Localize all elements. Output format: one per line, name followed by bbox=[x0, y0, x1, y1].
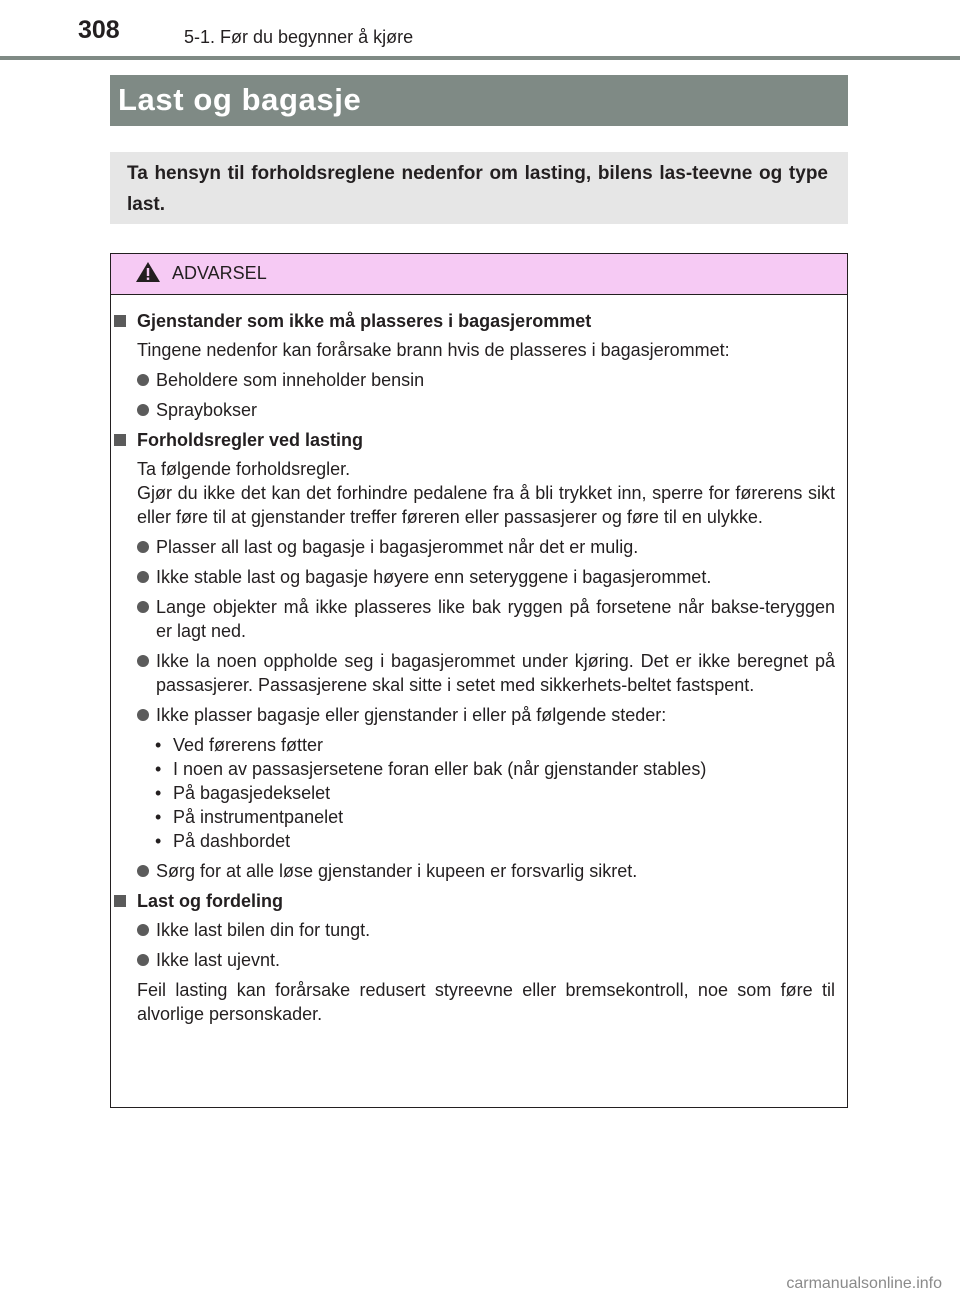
bullet-item: Ikke plasser bagasje eller gjenstander i eller på følgende steder: bbox=[111, 703, 835, 727]
section-title-bar bbox=[110, 75, 848, 126]
warning-triangle-icon bbox=[135, 261, 161, 283]
warning-header bbox=[111, 254, 847, 295]
warning-body bbox=[111, 295, 847, 1026]
intro-box: Ta hensyn til forholdsreglene nedenfor om lasting, bilens las-teevne og type last. bbox=[110, 152, 848, 224]
square-bullet-icon bbox=[114, 895, 126, 907]
header-rule bbox=[0, 56, 960, 60]
warning-box bbox=[110, 253, 848, 1108]
round-bullet-icon bbox=[137, 655, 149, 667]
warning-label: ADVARSEL bbox=[172, 263, 267, 283]
round-bullet-icon bbox=[137, 541, 149, 553]
paragraph: Ta følgende forholdsregler. bbox=[137, 459, 351, 479]
bullet-item: Ikke last ujevnt. bbox=[111, 948, 835, 972]
square-bullet-icon bbox=[114, 315, 126, 327]
round-bullet-icon bbox=[137, 404, 149, 416]
round-bullet-icon bbox=[137, 601, 149, 613]
bullet-item: Ikke last bilen din for tungt. bbox=[111, 918, 835, 942]
bullet-item: Plasser all last og bagasje i bagasjerommet når det er mulig. bbox=[111, 535, 835, 559]
section-heading: Last og fordeling bbox=[111, 889, 835, 913]
sub-item: • På dashbordet bbox=[111, 829, 835, 853]
bullet-item: Ikke la noen oppholde seg i bagasjerommet under kjøring. Det er ikke beregnet på passasjerer. Passasjerene skal sitte i setet med sikkerhets-beltet fastspent. bbox=[111, 649, 835, 697]
round-bullet-icon bbox=[137, 954, 149, 966]
section-heading: Gjenstander som ikke må plasseres i bagasjerommet bbox=[111, 309, 835, 333]
paragraph: Gjør du ikke det kan det forhindre pedalene fra å bli trykket inn, sperre for førerens sikt eller føre til at gjenstander treffer føreren eller passasjerer og føre til en ulykke. bbox=[137, 483, 835, 527]
round-bullet-icon bbox=[137, 374, 149, 386]
chapter-title: 5-1. Før du begynner å kjøre bbox=[184, 27, 414, 47]
round-bullet-icon bbox=[137, 865, 149, 877]
sub-item: • På bagasjedekselet bbox=[111, 781, 835, 805]
sub-item: • På instrumentpanelet bbox=[111, 805, 835, 829]
paragraph: Tingene nedenfor kan forårsake brann hvis de plasseres i bagasjerommet: bbox=[137, 340, 730, 360]
sub-item: • I noen av passasjersetene foran eller bak (når gjenstander stables) bbox=[111, 757, 835, 781]
watermark: carmanualsonline.info bbox=[786, 1275, 942, 1292]
round-bullet-icon bbox=[137, 709, 149, 721]
square-bullet-icon bbox=[114, 434, 126, 446]
section-heading: Forholdsregler ved lasting bbox=[111, 428, 835, 452]
paragraph: Feil lasting kan forårsake redusert styreevne eller bremsekontroll, noe som føre til alvorlige personskader. bbox=[137, 980, 835, 1024]
bullet-item: Ikke stable last og bagasje høyere enn seteryggene i bagasjerommet. bbox=[111, 565, 835, 589]
sub-item: • Ved førerens føtter bbox=[111, 733, 835, 757]
bullet-item: Beholdere som inneholder bensin bbox=[111, 368, 835, 392]
round-bullet-icon bbox=[137, 571, 149, 583]
sub-list bbox=[111, 733, 835, 853]
section-title: Last og bagasje bbox=[118, 82, 362, 117]
round-bullet-icon bbox=[137, 924, 149, 936]
bullet-item: Sørg for at alle løse gjenstander i kupeen er forsvarlig sikret. bbox=[111, 859, 835, 883]
bullet-item: Lange objekter må ikke plasseres like bak ryggen på forsetene når bakse-teryggen er lagt ned. bbox=[111, 595, 835, 643]
page-number: 308 bbox=[78, 16, 120, 44]
bullet-item: Spraybokser bbox=[111, 398, 835, 422]
